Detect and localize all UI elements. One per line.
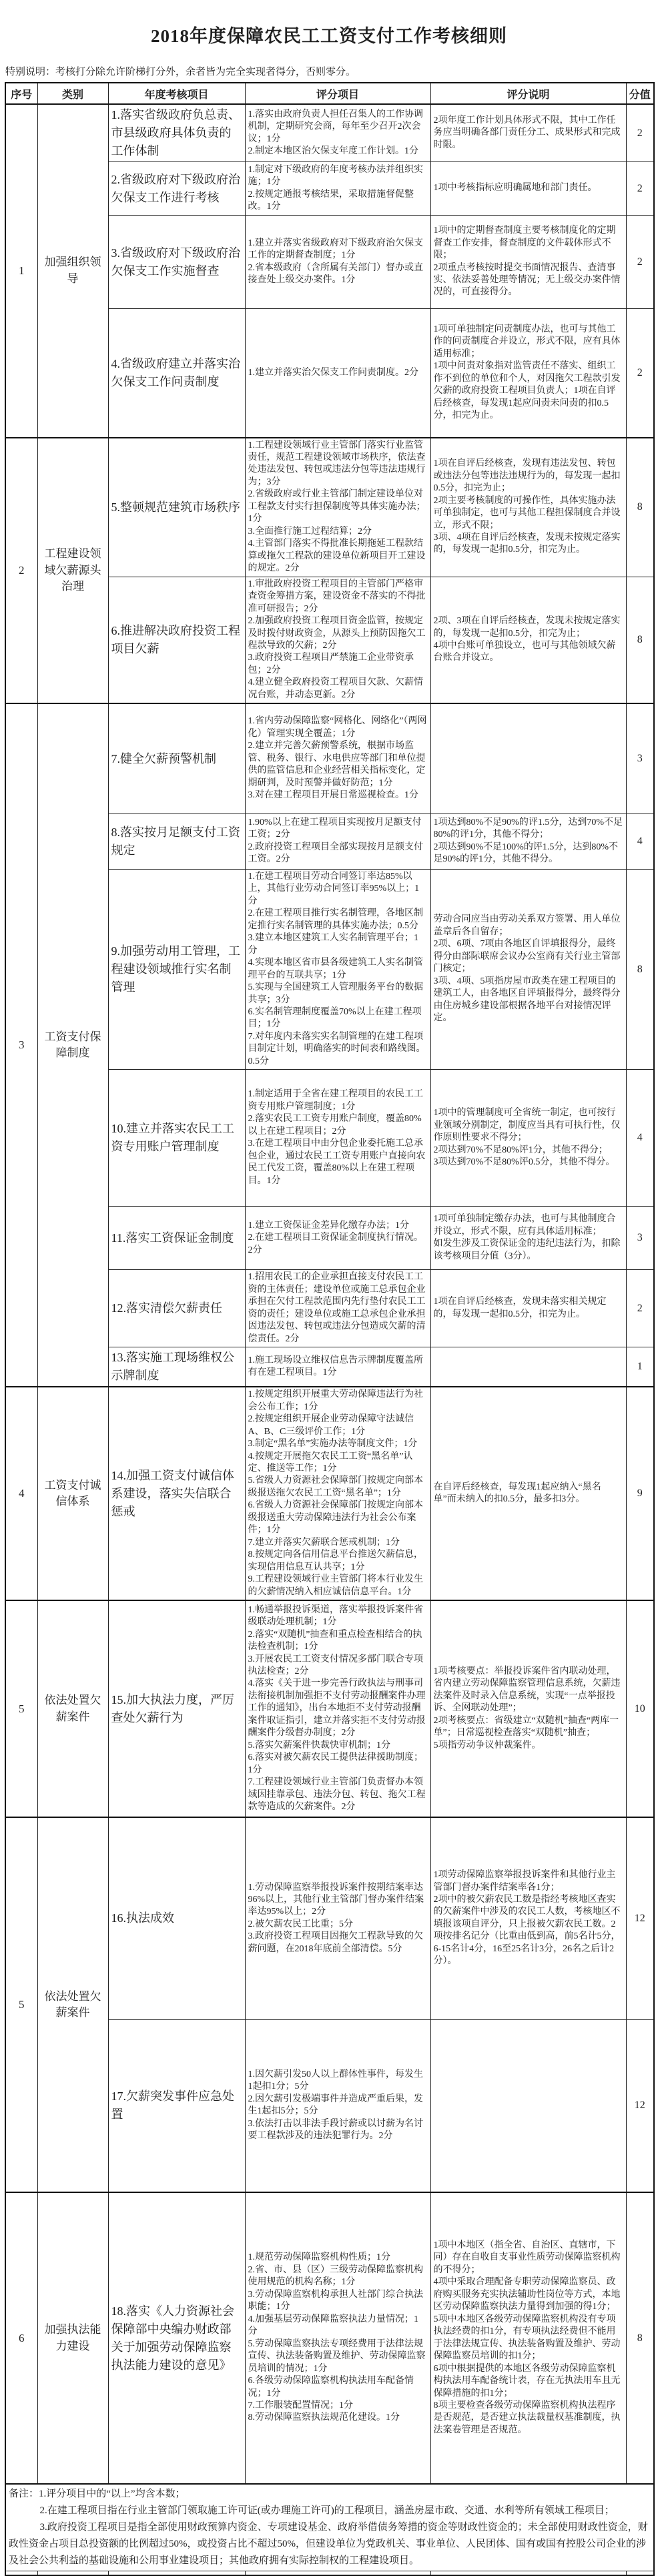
cell-category: 加强组织领导 — [37, 104, 108, 438]
cell-scoring-items — [245, 2192, 430, 2484]
cell-score-value: 8 — [626, 869, 654, 1070]
text-line: 1.审批政府投资工程项目的主管部门严格审查资金筹措方案，建设资金不落实的不得批准可研报告；2分 — [248, 579, 426, 614]
text-line: 6.各级劳动保障监察机构执法用车配备情况；1分 — [248, 2376, 414, 2398]
text-line: 1.建立并落实治欠保支工作问责制度。2分 — [248, 367, 418, 378]
footnote-line: 3.政府投资工程项目是指全部使用财政预算内资金、专项建设基金、政府举借债务筹措的资金等财政性资金的；未全部使用财政性资金，财政性资金占项目总投资额的比例超过50%，或投资占比不超过50%，但建设单位为党政机关、事业单位、人民团体、国有或国有控股公司企业的涉及社会公共利益的基础设施和公用事业建设项目；其他政府拥有实际控制权的工程建设项目。 — [9, 2522, 648, 2567]
text-line: 1.因欠薪引发50人以上群体性事件，每发生1起扣1分；5分 — [248, 2069, 423, 2092]
text-line: 3.开展农民工工资支付情况多部门联合专项执法检查；2分 — [248, 1654, 423, 1677]
cell-assessment-item: 6.推进解决政府投资工程项目欠薪 — [108, 577, 245, 703]
partial-cell — [626, 2571, 654, 2576]
text-line: 1项在自评后经核查，发现有违法发包、转包或违法分包等违法违规行为的，每发现一起扣0.5分，扣完为止； — [433, 458, 621, 494]
text-line: 6.落实对被欠薪农民工提供法律援助制度；1分 — [248, 1752, 423, 1775]
cell-sequence-number: 4 — [5, 1387, 37, 1600]
partial-cell — [108, 2571, 245, 2576]
cell-assessment-item: 15.加大执法力度，严厉查处欠薪行为 — [108, 1600, 245, 1817]
cell-category: 工程建设领域欠薪源头治理 — [37, 438, 108, 704]
cell-scoring-explanation — [430, 869, 626, 1070]
text-line: 2项主要考核制度的可操作性，具体实施办法可单独制定，也可与其他工程担保制度合并设立，形式不限； — [433, 495, 621, 531]
text-line: 4.主管部门落实不得批准长期拖延工程款结算或拖欠工程款的建设单位新项目开工建设的规定。2分 — [248, 539, 426, 574]
text-line: 5.落实欠薪案件快裁快审机制；1分 — [248, 1740, 390, 1750]
cell-score-value: 8 — [626, 2192, 654, 2484]
text-line: 2.省本级政府（含所属有关部门）督办或直接查处上级交办案件。1分 — [248, 262, 423, 285]
text-line: 2.按规定组织开展企业劳动保障守法诚信A、B、C三级评价工作；1分 — [248, 1414, 414, 1437]
cell-assessment-item: 10.建立并落实农民工工资专用账户管理制度 — [108, 1070, 245, 1207]
cell-scoring-items — [245, 703, 430, 814]
text-line: 4.实现本地区省市县各级建筑工人实名制管理平台的互联共享；1分 — [248, 958, 423, 980]
cell-scoring-items — [245, 2019, 430, 2192]
cell-scoring-explanation — [430, 216, 626, 309]
cell-category: 工资支付诚信体系 — [37, 1387, 108, 1600]
cell-scoring-explanation — [430, 1270, 626, 1347]
cell-scoring-items — [245, 869, 430, 1070]
text-line: 5.实现与全国建筑工人管理服务平台的数据共享；3分 — [248, 982, 423, 1005]
column-header-item: 年度考核项目 — [108, 83, 245, 104]
cell-assessment-item: 18.落实《人力资源社会保障部中央编办财政部关于加强劳动保障监察执法能力建设的意见》 — [108, 2192, 245, 2484]
text-line: 3项、4项、5项指房屋市政类在建工程项目的建筑工人，由各地区自评填报得分，最终得分由住房城乡建设部根据各地平台对接情况评定。 — [433, 976, 621, 1024]
text-line: 1.省内劳动保障监察“网格化、网络化”（两网化）管理实现全覆盖；1分 — [248, 716, 427, 739]
cell-scoring-items — [245, 814, 430, 869]
text-line: 3项、4项在自评后经核查，发现未按规定落实的，每发现一起扣0.5分，扣完为止。 — [433, 533, 621, 555]
text-line: 1项中的定期督查制度主要考核制度化的定期督查工作安排，督查制度的文件载体形式不限； — [433, 226, 616, 261]
cell-sequence-number: 5 — [5, 1600, 37, 1817]
text-line: 4项中台账可单独设立，也可与其他领域欠薪台账合并设立。 — [433, 641, 616, 663]
text-line: 3.政府投资工程项目严禁施工企业带资承包；2分 — [248, 653, 414, 675]
text-line: 2.落实“双随机”抽查和重点检查相结合的执法检查机制；1分 — [248, 1629, 422, 1652]
header-row — [5, 83, 654, 104]
cell-scoring-explanation — [430, 162, 626, 216]
cell-score-value: 12 — [626, 1817, 654, 2019]
cell-scoring-items — [245, 216, 430, 309]
cell-score-value: 9 — [626, 1387, 654, 1600]
cell-sequence-number: 2 — [5, 438, 37, 704]
text-line: 1.按规定组织开展重大劳动保障违法行为社会公布工作；1分 — [248, 1389, 423, 1412]
text-line: 5项中本地区各级劳动保障监察机构没有专项执法经费的扣1分，有专项执法经费但不能用于法律法规宣传、执法装备购置及维护、劳动保障监察员培训的扣1分； — [433, 2314, 621, 2362]
cell-assessment-item: 8.落实按月足额支付工资规定 — [108, 814, 245, 869]
text-line: 3.政府投资工程项目因拖欠工程款导致的欠薪问题，在2018年底前全部清偿。5分 — [248, 1931, 423, 1954]
text-line: 6.实名制管理制度覆盖70%以上在建工程项目；1分 — [248, 1007, 422, 1030]
table-row — [5, 703, 654, 814]
text-line: 1.制定适用于全省在建工程项目的农民工工资专用账户管理制度；1分 — [248, 1089, 423, 1112]
text-line: 2.制定本地区治欠保支年度工作计划。1分 — [248, 145, 418, 156]
cell-assessment-item: 13.落实施工现场维权公示牌制度 — [108, 1347, 245, 1387]
text-line: 2.政府投资工程项目全部实现按月足额支付工资。2分 — [248, 842, 423, 865]
cell-category: 依法处置欠薪案件 — [37, 1817, 108, 2192]
cell-assessment-item: 7.健全欠薪预警机制 — [108, 703, 245, 814]
cell-scoring-explanation — [430, 1387, 626, 1600]
text-line: 7.建立并落实欠薪联合惩戒机制；1分 — [248, 1537, 400, 1548]
text-line: 1.制定对下级政府的年度考核办法并组织实施；1分 — [248, 164, 423, 188]
cell-score-value: 4 — [626, 814, 654, 869]
cell-category: 加强执法能力建设 — [37, 2192, 108, 2484]
text-line: 2项达到70%不足80%评1分，其他不得分； — [433, 1145, 608, 1155]
cell-sequence-number: 6 — [5, 2192, 37, 2484]
text-line: 2项中的被欠薪农民工数是指经考核地区查实的欠薪案件中涉及的农民工人数，考核地区不填报该项自评分，只上报被欠薪农民工数。2项按排名记分（比重由低到高，前5名计5分，6-15名计4分，16至25名计3分，26名之后计2分）。 — [433, 1894, 621, 1967]
text-line: 2.加强政府投资工程项目资金监管，按规定及时拨付财政资金，从源头上预防因拖欠工程款导致的欠薪；2分 — [248, 616, 426, 651]
table-row — [5, 1817, 654, 2019]
text-line: 3.在建工程项目中由分包企业委托施工总承包企业，通过农民工工资专用账户直接向农民工代发工资，覆盖80%以上在建工程项目。1分 — [248, 1139, 426, 1186]
cell-score-value: 2 — [626, 1270, 654, 1347]
cell-scoring-items — [245, 1347, 430, 1387]
table-row — [5, 1600, 654, 1817]
text-line: 7.工作服装配置情况；1分 — [248, 2400, 353, 2410]
cell-score-value: 2 — [626, 309, 654, 438]
text-line: 4.加强基层劳动保障监察执法力量情况；1分 — [248, 2314, 418, 2337]
text-line: 如发生涉及工资保证金的违纪违法行为，扣除该考核项目分值（3分）。 — [433, 1239, 621, 1261]
text-line: 9.工程建设领域行业主管部门将本行业发生的欠薪情况纳入相应诚信信息平台。1分 — [248, 1574, 423, 1597]
text-line: 2.省级政府或行业主管部门制定建设单位对工程款支付实行担保制度等具体实施办法；1分 — [248, 489, 426, 525]
footnotes — [5, 2484, 654, 2571]
text-line: 1项中考核指标应明确属地和部门责任。 — [433, 183, 597, 194]
cell-assessment-item: 12.落实清偿欠薪责任 — [108, 1270, 245, 1347]
cell-scoring-explanation — [430, 438, 626, 577]
column-header-score: 分值 — [626, 83, 654, 104]
cell-scoring-items — [245, 309, 430, 438]
cell-score-value: 10 — [626, 1600, 654, 1817]
text-line: 1.落实由政府负责人担任召集人的工作协调机制，定期研究会商，每年至少召开2次会议；1分 — [248, 109, 423, 144]
table-row — [5, 104, 654, 162]
cell-assessment-item: 11.落实工资保证金制度 — [108, 1207, 245, 1270]
cell-scoring-items — [245, 1207, 430, 1270]
text-line: 5.劳动保障监察执法专项经费用于法律法规宣传、执法装备购置及维护、劳动保障监察员培训的情况；1分 — [248, 2338, 426, 2374]
text-line: 1.规范劳动保障监察机构性质；1分 — [248, 2252, 390, 2263]
text-line: 2项达到90%不足100%的评1.5分，达到80%不足90%的评1分，其他不得分。 — [433, 842, 618, 865]
cell-scoring-items — [245, 104, 430, 162]
cell-score-value: 1 — [626, 1347, 654, 1387]
cell-scoring-items — [245, 438, 430, 577]
cell-assessment-item: 2.省级政府对下级政府治欠保支工作进行考核 — [108, 162, 245, 216]
cell-scoring-explanation — [430, 1600, 626, 1817]
text-line: 1项在自评后经核查，发现未落实相关规定的，每发现一起扣0.5分，扣完为止。 — [433, 1297, 607, 1319]
cell-scoring-explanation — [430, 309, 626, 438]
text-line: 3.依法打击以非法手段讨薪或以讨薪为名讨要工程款涉及的违法犯罪行为。2分 — [248, 2118, 423, 2142]
cell-scoring-explanation — [430, 2019, 626, 2192]
cell-assessment-item: 17.欠薪突发事件应急处置 — [108, 2019, 245, 2192]
cell-assessment-item: 16.执法成效 — [108, 1817, 245, 2019]
text-line: 7.工程建设领域行业主管部门负责督办本领域因挂靠承包、违法分包、转包、拖欠工程款等造成的欠薪案件。2分 — [248, 1777, 426, 1813]
text-line: 8项主要检查各级劳动保障监察机构执法程序是否规范，是否建立执法裁量权基准制度，执法案卷管理是否规范。 — [433, 2400, 621, 2435]
text-line: 7.对年度内未落实实名制管理的在建工程项目制定计划，明确落实的时间表和路线图。0.5分 — [248, 1031, 426, 1066]
partial-cutoff-row — [5, 2571, 654, 2576]
text-line: 3项达到70%不足80%评0.5分，其他不得分。 — [433, 1157, 615, 1168]
text-line: 4项中采取合理配备专职劳动保障监察员、政府购买服务充实执法辅助性岗位等方式，本地区劳动保障监察执法力量得到加强的得1分； — [433, 2277, 621, 2312]
text-line: 1项劳动保障监察举报投诉案件和其他行业主管部门督办案件结案率各1分； — [433, 1870, 616, 1893]
text-line: 8.劳动保障监察执法规范化建设。1分 — [248, 2412, 400, 2423]
text-line: 1项达到80%不足90%的评1.5分，达到70%不足80%的评1分，其他不得分； — [433, 817, 623, 840]
cell-assessment-item: 1.落实省级政府负总责、市县级政府具体负责的工作体制 — [108, 104, 245, 162]
text-line: 3.对在建工程项目开展日常巡视检查。1分 — [248, 790, 418, 801]
cell-assessment-item: 3.省级政府对下级政府治欠保支工作实施督查 — [108, 216, 245, 309]
text-line: 6项中根据提供的本地区各级劳动保障监察机构执法用车配备统计表，存在无执法用车且无保障措施的扣1分； — [433, 2363, 621, 2398]
assessment-table — [5, 82, 655, 2576]
cell-scoring-items — [245, 1387, 430, 1600]
cell-score-value: 2 — [626, 216, 654, 309]
cell-assessment-item: 9.加强劳动用工管理，工程建设领域推行实名制管理 — [108, 869, 245, 1070]
cell-assessment-item: 14.加强工资支付诚信体系建设，落实失信联合惩戒 — [108, 1387, 245, 1600]
text-line: 1.施工现场设立维权信息告示牌制度覆盖所有在建工程项目。1分 — [248, 1355, 423, 1378]
table-body — [5, 104, 654, 2575]
cell-scoring-items — [245, 1070, 430, 1207]
text-line: 1.劳动保障监察举报投诉案件按期结案率达96%以上，其他行业主管部门督办案件结案率达95%以上；2分 — [248, 1882, 424, 1917]
text-line: 1项中的管理制度可全省统一制定，也可按行业领域分别制定，制度应当具有可执行性，仅作原则性要求不得分； — [433, 1108, 621, 1143]
cell-score-value: 8 — [626, 577, 654, 703]
text-line: 6.省级人力资源社会保障部门按规定向部本级报送重大劳动保障违法行为社会公布案件；1分 — [248, 1500, 423, 1536]
table-row — [5, 2192, 654, 2484]
document-page — [0, 21, 658, 2576]
cell-sequence-number: 1 — [5, 104, 37, 438]
text-line: 2项考核要点：省级建立“双随机”抽查“两库一单”；日常巡视检查落实“双随机”抽查； — [433, 1715, 619, 1738]
text-line: 2项重点考核按时提交书面情况报告、查清事实、依法妥善处理等情况；无上级交办案件情况的，可直接得分。 — [433, 262, 621, 298]
cell-scoring-explanation — [430, 1817, 626, 2019]
text-line: 8.按规定向各信用信息平台推送欠薪信息，实现信用信息互认共享；1分 — [248, 1550, 423, 1572]
cell-scoring-explanation — [430, 1070, 626, 1207]
text-line: 5项指劳动争议仲裁案件。 — [433, 1740, 541, 1750]
text-line: 1.在建工程项目劳动合同签订率达85%以上，其他行业劳动合同签订率95%以上；1分 — [248, 871, 420, 906]
footnote-line: 2.在建工程项目指在行业主管部门领取施工许可证(或办理施工许可)的工程项目，涵盖房屋市政、交通、水利等所有领域工程项目； — [39, 2505, 615, 2517]
cell-assessment-item: 4.省级政府建立并落实治欠保支工作问责制度 — [108, 309, 245, 438]
table-row — [5, 438, 654, 577]
text-line: 1项可单独制定缴存办法，也可与其他制度合并设立，形式不限，应有具体适用标准； — [433, 1214, 616, 1237]
text-line: 2.按规定通报考核结果，采取措施督促整改。1分 — [248, 189, 414, 212]
cell-score-value: 12 — [626, 2019, 654, 2192]
cell-scoring-explanation — [430, 577, 626, 703]
column-header-explanation: 评分说明 — [430, 83, 626, 104]
cell-sequence-number: 3 — [5, 703, 37, 1387]
text-line: 1项中问责对象指对监管责任不落实、组织工作不到位的单位和个人，对因拖欠工程款引发欠薪的政府投资工程项目负责人；1项在自评后经核查，每发现1起应问责未问责的扣0.5分，扣完为止。 — [433, 361, 621, 421]
cell-score-value: 8 — [626, 438, 654, 577]
text-line: 3.劳动保障监察机构承担人社部门综合执法职能；1分 — [248, 2289, 423, 2312]
text-line: 1项考核要点：举报投诉案件省内联动处理，省内建立劳动保障监察管理信息系统，欠薪违法案件及时录入信息系统，实现“一点举报投诉、全网联动处理”； — [433, 1666, 621, 1714]
column-header-category: 类别 — [37, 83, 108, 104]
text-line: 2.在建工程项目工资保证金制度执行情况。2分 — [248, 1233, 423, 1255]
cell-scoring-items — [245, 162, 430, 216]
text-line: 2.落实农民工工资专用账户制度，覆盖80%以上在建工程项目；2分 — [248, 1114, 422, 1137]
cell-score-value: 2 — [626, 104, 654, 162]
text-line: 2项年度工作计划具体形式不限，其中工作任务应当明确各部门责任分工、成果形式和完成时限。 — [433, 115, 621, 150]
text-line: 1.建立并落实省级政府对下级政府治欠保支工作的定期督查制度；1分 — [248, 238, 423, 261]
text-line: 劳动合同应当由劳动关系双方签署、用人单位盖章后各自留存； — [433, 914, 621, 937]
cell-scoring-explanation — [430, 1347, 626, 1387]
cell-scoring-items — [245, 1600, 430, 1817]
text-line: 2.建立并完善欠薪预警系统，根据市场监管、税务、银行、水电供应等部门和单位提供的监管信息和企业经营相关指标变化，定期研判，及时预警并做好防范；1分 — [248, 741, 426, 788]
text-line: 1.工程建设领域行业主管部门落实行业监管责任，规范工程建设领域市场秩序，依法查处违法发包、转包或违法分包等违法违规行为；3分 — [248, 440, 426, 487]
cell-scoring-items — [245, 577, 430, 703]
text-line: 3.建立本地区建筑工人实名制管理平台；1分 — [248, 933, 418, 956]
cell-category: 依法处置欠薪案件 — [37, 1600, 108, 1817]
text-line: 2项、6项、7项由各地区自评填报得分，最终得分由部际联席会议办公室商有关行业主管部门核定； — [433, 939, 621, 974]
text-line: 4.建立健全政府投资工程项目欠款、欠薪情况台账，并动态更新。2分 — [248, 677, 423, 700]
column-header-seq: 序号 — [5, 83, 37, 104]
cell-score-value: 3 — [626, 703, 654, 814]
text-line: 1.招用农民工的企业承担直接支付农民工工资的主体责任；建设单位或施工总承包企业承担在欠付工程款范围内先行垫付农民工工资的责任；建设单位或施工总承包企业承担因违法发包、转包或违法分包造成欠薪的清偿责任。2分 — [248, 1272, 426, 1344]
text-line: 3.全面推行施工过程结算；2分 — [248, 526, 372, 537]
text-line: 2.省、市、县（区）三级劳动保障监察机构使用规范的机构名称；1分 — [248, 2264, 423, 2288]
text-line: 4.落实《关于进一步完善行政执法与刑事司法衔接机制加强拒不支付劳动报酬案件办理工作的通知》，出台本地拒不支付劳动报酬案件取证指引，建立并落实拒不支付劳动报酬案件分级督办制度；2分 — [248, 1678, 426, 1738]
text-line: 1项可单独制定问责制度办法，也可与其他工作的问责制度合并设立，形式不限，应有具体适用标准； — [433, 324, 621, 359]
cell-scoring-explanation — [430, 703, 626, 814]
cell-score-value: 3 — [626, 1207, 654, 1270]
text-line: 5.省级人力资源社会保障部门按规定向部本级报送拖欠农民工工资“黑名单”；1分 — [248, 1476, 423, 1498]
cell-scoring-items — [245, 1817, 430, 2019]
text-line: 2.被欠薪农民工比重；5分 — [248, 1919, 353, 1929]
text-line: 2.在建工程项目推行实名制管理，各地区制定推行实名制管理的具体实施办法；0.5分 — [248, 908, 423, 931]
page-title: 2018年度保障农民工工资支付工作考核细则 — [151, 26, 507, 46]
text-line: 1.建立工资保证金差异化缴存办法；1分 — [248, 1220, 409, 1231]
cell-scoring-explanation — [430, 1207, 626, 1270]
text-line: 3.制定“黑名单”实施办法等制度文件；1分 — [248, 1439, 418, 1450]
text-line: 2.因欠薪引发极端事件并造成严重后果，发生1起扣5分；5分 — [248, 2094, 423, 2117]
column-header-scoring: 评分项目 — [245, 83, 430, 104]
text-line: 1项中本地区（指全省、自治区、直辖市，下同）存在自收自支事业性质劳动保障监察机构的不得分； — [433, 2240, 621, 2275]
text-line: 2项、3项在自评后经核查，发现未按规定落实的，每发现一起扣0.5分，扣完为止； — [433, 616, 621, 639]
cell-assessment-item: 5.整顿规范建筑市场秩序 — [108, 438, 245, 577]
cell-scoring-explanation — [430, 104, 626, 162]
text-line: 在自评后经核查，每发现1起应纳入“黑名单”而未纳入的扣0.5分，最多扣3分。 — [433, 1482, 601, 1505]
partial-cell — [37, 2571, 108, 2576]
cell-sequence-number: 5 — [5, 1817, 37, 2192]
special-note: 特别说明：考核打分除允许阶梯打分外，余者皆为完全实现者得分，否则零分。 — [5, 67, 356, 77]
cell-score-value: 4 — [626, 1070, 654, 1207]
cell-category: 工资支付保障制度 — [37, 703, 108, 1387]
text-line: 1.90%以上在建工程项目实现按月足额支付工资；2分 — [248, 817, 422, 840]
cell-scoring-items — [245, 1270, 430, 1347]
text-line: 4.按规定开展拖欠农民工工资“黑名单”认定、推送等工作；1分 — [248, 1451, 413, 1474]
cell-score-value: 2 — [626, 162, 654, 216]
partial-cell — [245, 2571, 430, 2576]
footnote-line: 备注：1.评分项目中的“以上”均含本数； — [9, 2489, 186, 2500]
text-line: 1.畅通举报投诉渠道，落实举报投诉案件省级联动处理机制；1分 — [248, 1604, 423, 1628]
notes-row — [5, 2484, 654, 2571]
cell-scoring-explanation — [430, 2192, 626, 2484]
cell-scoring-explanation — [430, 814, 626, 869]
partial-cell — [5, 2571, 37, 2576]
partial-cell — [430, 2571, 626, 2576]
table-row — [5, 1387, 654, 1600]
